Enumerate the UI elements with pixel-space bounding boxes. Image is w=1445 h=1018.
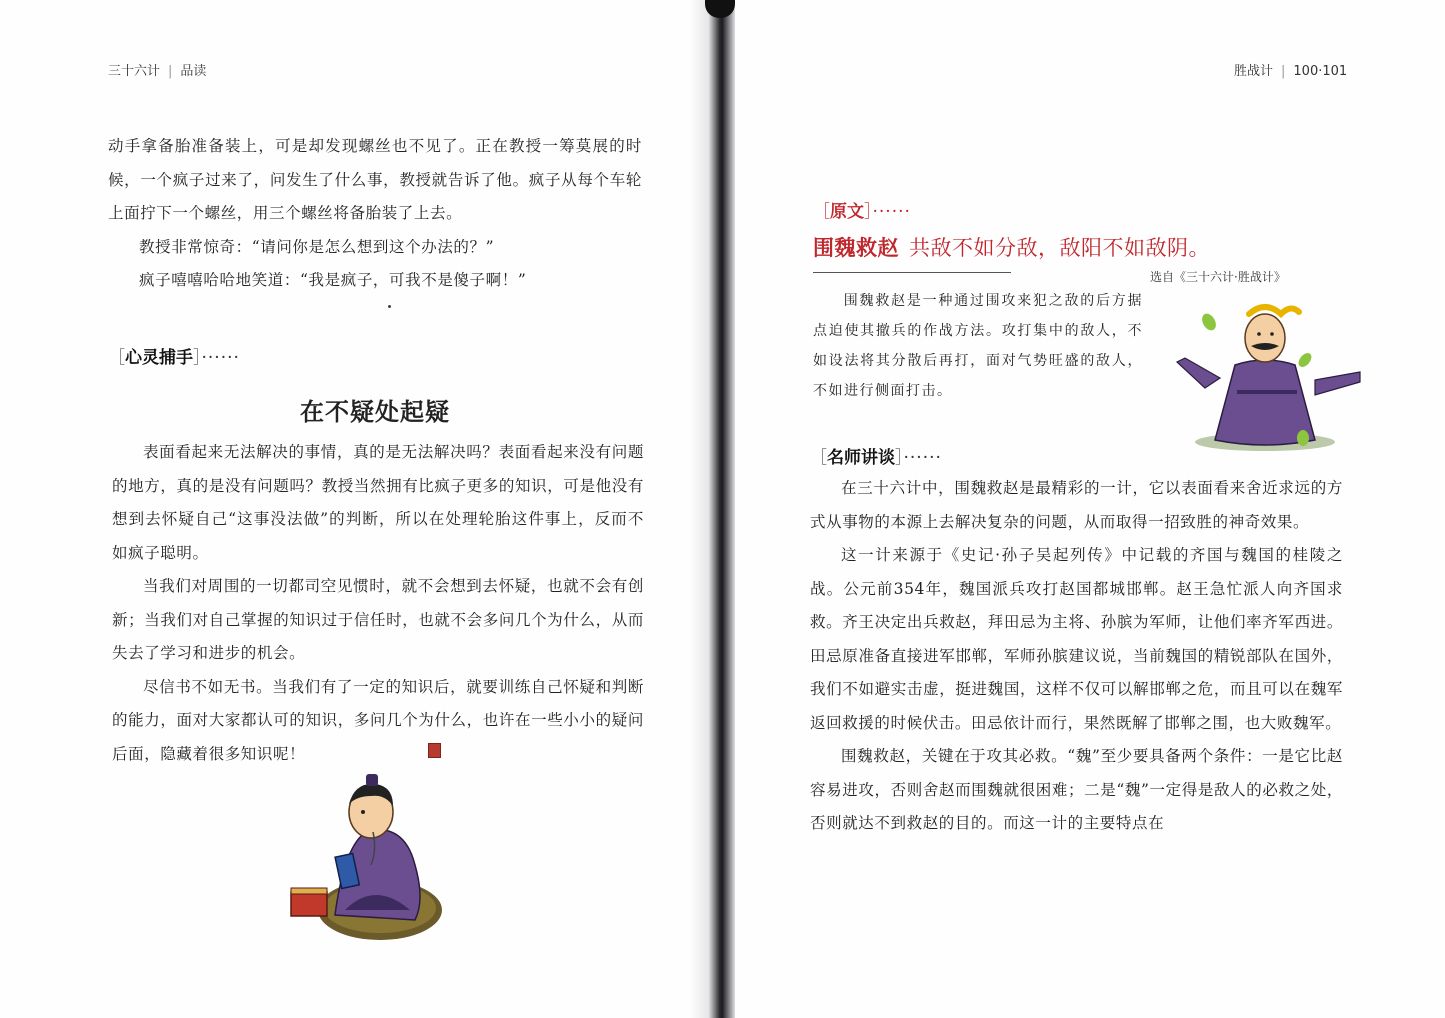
essay-paragraph: 当我们对周围的一切都司空见惯时，就不会想到去怀疑，也就不会有创新；当我们对自己掌握的知识过于信任时，也就不会多问几个为什么，从而失去了学习和进步的机会。 — [112, 577, 644, 662]
page-numbers: 100·101 — [1293, 64, 1348, 79]
section-tag-original: ［原文］······ — [813, 202, 911, 222]
scholar-reading-illustration — [285, 770, 450, 950]
running-head-right: 胜战计 | 100·101 — [1234, 64, 1348, 79]
essay-block — [112, 436, 644, 771]
lecture-paragraph: 这一计来源于《史记·孙子吴起列传》中记载的齐国与魏国的桂陵之战。公元前354年，魏国派兵攻打赵国都城邯郸。赵王急忙派人向齐国求救。齐王决定出兵救赵，拜田忌为主将、孙膑为军师，让他们率齐军西进。田忌原准备直接进军邯郸，军师孙膑建议说，当前魏国的精锐部队在国外，我们不如避实击虚，挺进魏国，这样不仅可以解邯郸之危，而且可以在魏军返回救援的时候伏击。田忌依计而行，果然既解了邯郸之围，也大败魏军。 — [810, 546, 1343, 732]
original-explanation: 围魏救赵是一种通过围攻来犯之敌的后方据点迫使其撤兵的作战方法。攻打集中的敌人，不如设法将其分散后再打，面对气势旺盛的敌人，不如进行侧面打击。 — [813, 293, 1143, 399]
lecture-paragraph: 在三十六计中，围魏救赵是最精彩的一计，它以表面看来舍近求远的方式从事物的本源上去解决复杂的问题，从而取得一招致胜的神奇效果。 — [810, 479, 1343, 531]
essay-paragraph: 尽信书不如无书。当我们有了一定的知识后，就要训练自己怀疑和判断的能力，面对大家都认可的知识，多问几个为什么，也许在一些小小的疑问后面，隐藏着很多知识呢！ — [112, 677, 644, 763]
section-tag-label: 原文 — [830, 202, 864, 222]
story-paragraph: 教授非常惊奇：“请问你是怎么想到这个办法的？” — [139, 237, 495, 256]
story-block — [108, 130, 642, 298]
stratagem-text: 共敌不如分敌，敌阳不如敌阴。 — [909, 236, 1210, 260]
section-tag-label: 名师讲谈 — [827, 448, 895, 468]
headline-rule — [813, 272, 1011, 273]
stratagem-headline — [813, 232, 1210, 262]
story-paragraph: 动手拿备胎准备装上，可是却发现螺丝也不见了。正在教授一筹莫展的时候，一个疯子过来了，问发生了什么事，教授就告诉了他。疯子从每个车轮上面拧下一个螺丝，用三个螺丝将备胎装了上去。 — [108, 137, 642, 222]
book-title: 三十六计 — [108, 64, 161, 79]
section-tag-heart: ［心灵捕手］······ — [108, 348, 240, 368]
lecture-paragraph: 围魏救赵，关键在于攻其必救。“魏”至少要具备两个条件：一是它比赵容易进攻，否则舍赵而围魏就很困难；二是“魏”一定得是敌人的必救之处，否则就达不到救赵的目的。而这一计的主要特点在 — [810, 747, 1343, 832]
running-head-left: 三十六计 | 品读 — [108, 64, 207, 79]
original-explanation-block — [813, 286, 1143, 406]
print-speck — [388, 305, 391, 308]
left-page — [0, 0, 705, 1018]
red-seal-icon — [428, 743, 441, 758]
lecture-block — [810, 472, 1343, 841]
chapter-title: 胜战计 — [1234, 64, 1274, 79]
stratagem-name: 围魏救赵 — [813, 236, 899, 260]
section-tag-label: 心灵捕手 — [125, 348, 193, 368]
source-citation: 选自《三十六计·胜战计》 — [1150, 270, 1286, 284]
essay-title: 在不疑处起疑 — [300, 397, 450, 426]
section-tag-lecture: ［名师讲谈］······ — [810, 448, 942, 468]
dancing-strategist-illustration — [1165, 300, 1365, 455]
essay-paragraph: 表面看起来无法解决的事情，真的是无法解决吗？表面看起来没有问题的地方，真的是没有问题吗？教授当然拥有比疯子更多的知识，可是他没有想到去怀疑自己“这事没法做”的判断，所以在处理轮胎这件事上，反而不如疯子聪明。 — [112, 443, 644, 562]
book-section: 品读 — [180, 64, 207, 79]
story-paragraph: 疯子嘻嘻哈哈地笑道：“我是疯子，可我不是傻子啊！” — [139, 271, 527, 289]
